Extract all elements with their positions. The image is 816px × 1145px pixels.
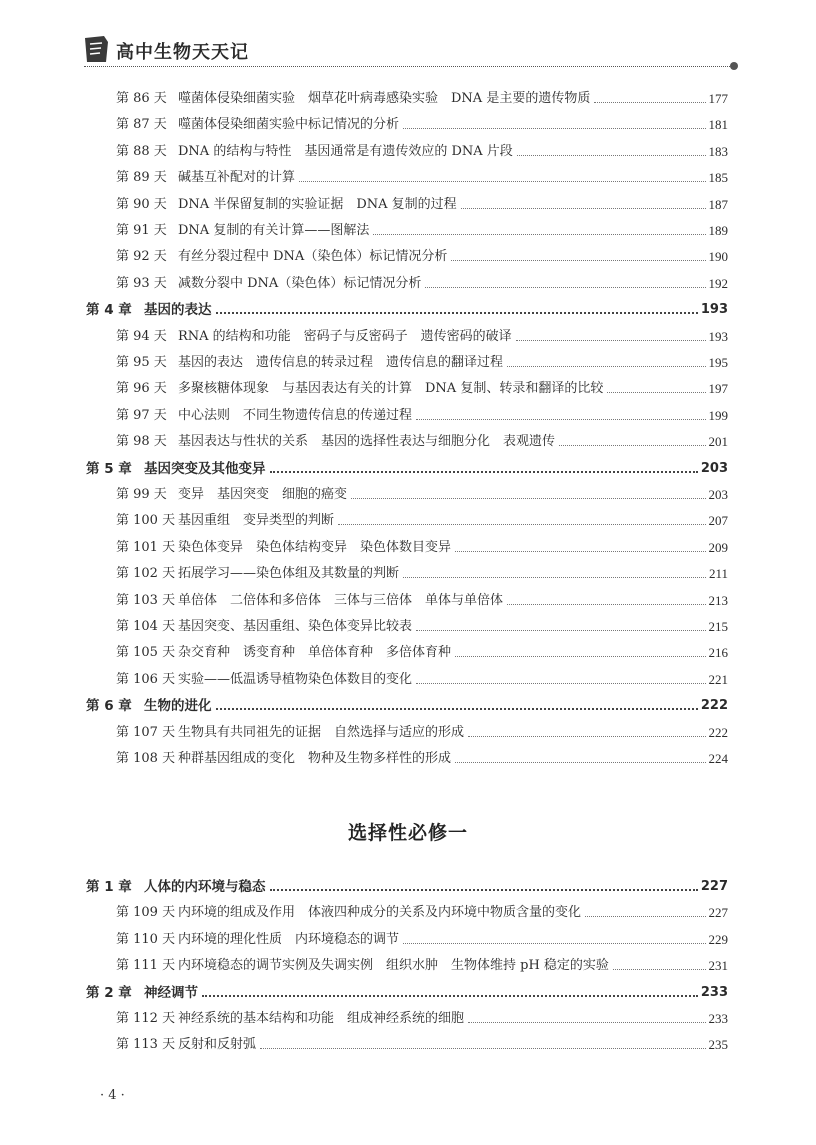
dot-leader bbox=[507, 604, 705, 605]
day-number: 第 91 天 bbox=[116, 223, 167, 238]
day-title: 基因重组 变异类型的判断 bbox=[178, 513, 335, 529]
dot-leader bbox=[373, 234, 705, 235]
day-title: 生物具有共同祖先的证据 自然选择与适应的形成 bbox=[178, 724, 465, 740]
day-number: 第 86 天 bbox=[116, 91, 167, 106]
toc-day-row bbox=[116, 586, 728, 610]
toc-entry-label bbox=[86, 984, 198, 1002]
toc-page-number: 229 bbox=[708, 931, 728, 947]
toc-page-number: 222 bbox=[700, 698, 728, 714]
day-title: 实验——低温诱导植物染色体数目的变化 bbox=[178, 671, 413, 687]
dot-leader bbox=[451, 260, 705, 261]
day-number: 第 93 天 bbox=[116, 275, 167, 291]
toc-day-row bbox=[116, 269, 728, 293]
day-title: 染色体变异 染色体结构变异 染色体数目变异 bbox=[178, 539, 452, 555]
day-title: DNA 复制的有关计算——图解法 bbox=[178, 223, 370, 238]
dot-leader bbox=[594, 102, 705, 103]
toc-chapter-row bbox=[86, 872, 728, 896]
day-number: 第 113 天 bbox=[116, 1037, 176, 1053]
toc-day-row bbox=[116, 898, 728, 922]
toc-entry-label bbox=[86, 878, 266, 896]
dot-leader bbox=[516, 340, 706, 341]
toc-day-row bbox=[116, 1030, 728, 1054]
toc-entry-label bbox=[116, 90, 590, 108]
day-title: 基因突变、基因重组、染色体变异比较表 bbox=[178, 619, 413, 634]
dot-leader bbox=[613, 969, 706, 970]
chapter-title: 神经调节 bbox=[144, 984, 198, 1001]
dot-leader bbox=[351, 498, 705, 499]
chapter-number: 第 6 章 bbox=[86, 698, 132, 715]
day-number: 第 94 天 bbox=[116, 328, 167, 344]
day-title: 碱基互补配对的计算 bbox=[178, 170, 296, 186]
toc-entry-label bbox=[116, 904, 581, 922]
toc-page-number: 222 bbox=[708, 724, 728, 740]
toc-entry-label bbox=[86, 460, 266, 478]
book-logo-icon bbox=[82, 34, 112, 64]
toc-entry-label bbox=[116, 196, 457, 214]
dot-leader bbox=[559, 445, 705, 446]
day-number: 第 106 天 bbox=[116, 671, 176, 687]
toc-entry-label bbox=[116, 1010, 464, 1028]
dot-leader bbox=[517, 155, 706, 156]
toc-page-number: 190 bbox=[708, 249, 728, 265]
day-number: 第 105 天 bbox=[116, 645, 176, 661]
dot-leader bbox=[455, 762, 705, 763]
toc-entry-label bbox=[116, 724, 464, 742]
toc-page-number: 177 bbox=[708, 91, 728, 106]
day-title: 减数分裂中 DNA（染色体）标记情况分析 bbox=[178, 275, 422, 291]
day-title: 种群基因组成的变化 物种及生物多样性的形成 bbox=[178, 751, 452, 766]
day-number: 第 102 天 bbox=[116, 566, 176, 582]
toc-page-number: 193 bbox=[700, 302, 728, 318]
day-number: 第 95 天 bbox=[116, 355, 167, 370]
day-title: DNA 半保留复制的实验证据 DNA 复制的过程 bbox=[178, 196, 457, 212]
dot-leader bbox=[403, 943, 705, 944]
chapter-number: 第 2 章 bbox=[86, 984, 132, 1001]
toc-entry-label bbox=[116, 671, 412, 689]
toc-entry-label bbox=[116, 750, 451, 768]
header-divider-end-dot bbox=[730, 62, 738, 70]
dot-leader bbox=[260, 1048, 705, 1049]
toc-day-row bbox=[116, 427, 728, 451]
toc-page-number: 181 bbox=[708, 117, 728, 133]
day-title: 噬菌体侵染细菌实验中标记情况的分析 bbox=[178, 117, 400, 133]
toc-page-number: 227 bbox=[700, 879, 728, 894]
toc-page-number: 192 bbox=[708, 275, 728, 291]
day-number: 第 104 天 bbox=[116, 619, 176, 634]
toc-page-number: 221 bbox=[708, 671, 728, 687]
toc-day-row bbox=[116, 137, 728, 161]
toc-page-number: 183 bbox=[708, 143, 728, 159]
toc-page-number: 203 bbox=[700, 460, 728, 476]
day-number: 第 101 天 bbox=[116, 539, 176, 555]
dot-leader bbox=[338, 524, 705, 525]
toc-page-number: 233 bbox=[700, 984, 728, 1000]
chapter-number: 第 1 章 bbox=[86, 879, 132, 895]
dot-leader bbox=[270, 471, 698, 473]
day-number: 第 103 天 bbox=[116, 592, 176, 608]
toc-page-number: 216 bbox=[708, 645, 728, 661]
toc-day-row bbox=[116, 480, 728, 504]
toc-page-number: 233 bbox=[708, 1011, 728, 1026]
dot-leader bbox=[202, 995, 698, 997]
dot-leader bbox=[468, 1022, 705, 1023]
dot-leader bbox=[270, 889, 698, 891]
toc-day-row bbox=[116, 744, 728, 768]
toc-day-row bbox=[116, 925, 728, 949]
day-number: 第 109 天 bbox=[116, 905, 176, 921]
chapter-number: 第 5 章 bbox=[86, 460, 132, 477]
toc-page-number: 224 bbox=[708, 751, 728, 766]
day-title: 噬菌体侵染细菌实验 烟草花叶病毒感染实验 DNA 是主要的遗传物质 bbox=[178, 91, 591, 106]
toc-entry-label bbox=[116, 248, 447, 266]
toc-day-row bbox=[116, 612, 728, 636]
day-title: 多聚核糖体现象 与基因表达有关的计算 DNA 复制、转录和翻译的比较 bbox=[178, 381, 604, 397]
day-title: RNA 的结构和功能 密码子与反密码子 遗传密码的破译 bbox=[178, 328, 512, 344]
day-title: 有丝分裂过程中 DNA（染色体）标记情况分析 bbox=[178, 249, 448, 265]
dot-leader bbox=[507, 366, 705, 367]
toc-day-row bbox=[116, 190, 728, 214]
toc-day-row bbox=[116, 216, 728, 240]
toc-entry-label bbox=[116, 512, 334, 530]
dot-leader bbox=[216, 708, 698, 710]
toc-entry-label bbox=[116, 486, 347, 504]
day-number: 第 108 天 bbox=[116, 751, 176, 766]
day-number: 第 89 天 bbox=[116, 170, 167, 186]
dot-leader bbox=[416, 683, 705, 684]
toc-day-row bbox=[116, 718, 728, 742]
toc-page-number: 213 bbox=[708, 592, 728, 608]
toc-page-number: 187 bbox=[708, 196, 728, 212]
dot-leader bbox=[461, 208, 706, 209]
toc-page-number: 201 bbox=[708, 434, 728, 450]
day-number: 第 100 天 bbox=[116, 513, 176, 529]
day-number: 第 97 天 bbox=[116, 407, 167, 423]
dot-leader bbox=[468, 736, 705, 737]
toc-page-number: 209 bbox=[708, 539, 728, 555]
day-number: 第 111 天 bbox=[116, 958, 176, 974]
toc-page-number: 193 bbox=[708, 328, 728, 344]
toc-day-row bbox=[116, 374, 728, 398]
day-title: 中心法则 不同生物遗传信息的传递过程 bbox=[178, 407, 413, 423]
chapter-number: 第 4 章 bbox=[86, 302, 132, 319]
day-title: 基因表达与性状的关系 基因的选择性表达与细胞分化 表观遗传 bbox=[178, 434, 556, 450]
toc-page-number: 197 bbox=[708, 381, 728, 397]
toc-day-row bbox=[116, 559, 728, 583]
dot-leader bbox=[455, 656, 705, 657]
toc-day-row bbox=[116, 110, 728, 134]
day-number: 第 99 天 bbox=[116, 487, 167, 502]
toc-day-row bbox=[116, 506, 728, 530]
toc-chapter-row bbox=[86, 691, 728, 715]
toc-entry-label bbox=[116, 618, 412, 636]
chapter-title: 基因突变及其他变异 bbox=[144, 460, 266, 477]
toc-entry-label bbox=[116, 222, 369, 240]
dot-leader bbox=[455, 551, 705, 552]
toc-entry-label bbox=[116, 328, 512, 346]
toc-entry-label bbox=[116, 957, 609, 975]
toc-entry-label bbox=[116, 433, 555, 451]
toc-chapter-row bbox=[86, 454, 728, 478]
toc-chapter-row bbox=[86, 978, 728, 1002]
toc-entry-label bbox=[116, 565, 399, 583]
day-title: 变异 基因突变 细胞的癌变 bbox=[178, 487, 348, 502]
chapter-title: 人体的内环境与稳态 bbox=[144, 879, 266, 895]
dot-leader bbox=[416, 419, 705, 420]
toc-day-row bbox=[116, 665, 728, 689]
toc-day-row bbox=[116, 1004, 728, 1028]
day-number: 第 110 天 bbox=[116, 931, 176, 947]
dot-leader bbox=[416, 630, 705, 631]
day-number: 第 92 天 bbox=[116, 249, 167, 265]
day-title: 内环境的理化性质 内环境稳态的调节 bbox=[178, 931, 400, 947]
toc-page-number: 185 bbox=[708, 170, 728, 186]
toc-entry-label bbox=[116, 354, 503, 372]
toc-day-row bbox=[116, 638, 728, 662]
day-title: DNA 的结构与特性 基因通常是有遗传效应的 DNA 片段 bbox=[178, 143, 513, 159]
dot-leader bbox=[216, 312, 698, 314]
header-divider bbox=[84, 66, 736, 67]
toc-entry-label bbox=[86, 301, 212, 319]
toc-page-number: 203 bbox=[708, 487, 728, 502]
dot-leader bbox=[403, 577, 706, 578]
toc-entry-label bbox=[116, 1036, 256, 1054]
toc-entry-label bbox=[116, 644, 451, 662]
toc-entry-label bbox=[86, 697, 212, 715]
toc-day-row bbox=[116, 348, 728, 372]
toc-day-row bbox=[116, 163, 728, 187]
day-title: 内环境的组成及作用 体液四种成分的关系及内环境中物质含量的变化 bbox=[178, 905, 582, 921]
day-number: 第 87 天 bbox=[116, 117, 167, 133]
toc-day-row bbox=[116, 951, 728, 975]
toc-page-number: 235 bbox=[708, 1037, 728, 1053]
day-title: 内环境稳态的调节实例及失调实例 组织水肿 生物体维持 pH 稳定的实验 bbox=[178, 958, 609, 974]
toc-entry-label bbox=[116, 275, 421, 293]
page-number: · 4 · bbox=[100, 1088, 125, 1103]
day-title: 单倍体 二倍体和多倍体 三体与三倍体 单体与单倍体 bbox=[178, 592, 504, 608]
toc-page-number: 195 bbox=[708, 355, 728, 370]
header-title: 高中生物天天记 bbox=[116, 42, 249, 63]
toc-entry-label bbox=[116, 407, 412, 425]
day-number: 第 90 天 bbox=[116, 196, 167, 212]
day-number: 第 107 天 bbox=[116, 724, 176, 740]
running-header bbox=[74, 28, 754, 74]
toc-entry-label bbox=[116, 169, 295, 187]
toc-day-row bbox=[116, 322, 728, 346]
chapter-title: 生物的进化 bbox=[144, 698, 212, 715]
toc-entry-label bbox=[116, 116, 399, 134]
chapter-title: 基因的表达 bbox=[144, 302, 212, 319]
dot-leader bbox=[299, 181, 705, 182]
day-title: 反射和反射弧 bbox=[178, 1037, 257, 1053]
dot-leader bbox=[425, 287, 705, 288]
dot-leader bbox=[585, 916, 705, 917]
day-title: 神经系统的基本结构和功能 组成神经系统的细胞 bbox=[178, 1011, 465, 1026]
toc-day-row bbox=[116, 84, 728, 108]
day-title: 杂交育种 诱变育种 单倍体育种 多倍体育种 bbox=[178, 645, 452, 661]
toc-page-number: 207 bbox=[708, 513, 728, 529]
toc-day-row bbox=[116, 401, 728, 425]
day-number: 第 88 天 bbox=[116, 143, 167, 159]
toc-entry-label bbox=[116, 592, 503, 610]
dot-leader bbox=[403, 128, 705, 129]
day-title: 基因的表达 遗传信息的转录过程 遗传信息的翻译过程 bbox=[178, 355, 504, 370]
toc-page-number: 231 bbox=[708, 958, 728, 974]
dot-leader bbox=[607, 392, 705, 393]
toc-day-row bbox=[116, 242, 728, 266]
toc-page-number: 199 bbox=[708, 407, 728, 423]
toc-day-row bbox=[116, 533, 728, 557]
toc-page-number: 211 bbox=[708, 566, 728, 582]
toc-page-number: 189 bbox=[708, 223, 728, 238]
day-title: 拓展学习——染色体组及其数量的判断 bbox=[178, 566, 400, 582]
day-number: 第 98 天 bbox=[116, 434, 167, 450]
section-title: 选择性必修一 bbox=[347, 822, 468, 844]
day-number: 第 112 天 bbox=[116, 1011, 176, 1026]
toc-entry-label bbox=[116, 931, 399, 949]
toc-entry-label bbox=[116, 143, 513, 161]
day-number: 第 96 天 bbox=[116, 381, 167, 397]
toc-entry-label bbox=[116, 380, 603, 398]
toc-page-number: 227 bbox=[708, 905, 728, 921]
toc-chapter-row bbox=[86, 295, 728, 319]
toc-page-number: 215 bbox=[708, 619, 728, 634]
toc-entry-label bbox=[116, 539, 451, 557]
